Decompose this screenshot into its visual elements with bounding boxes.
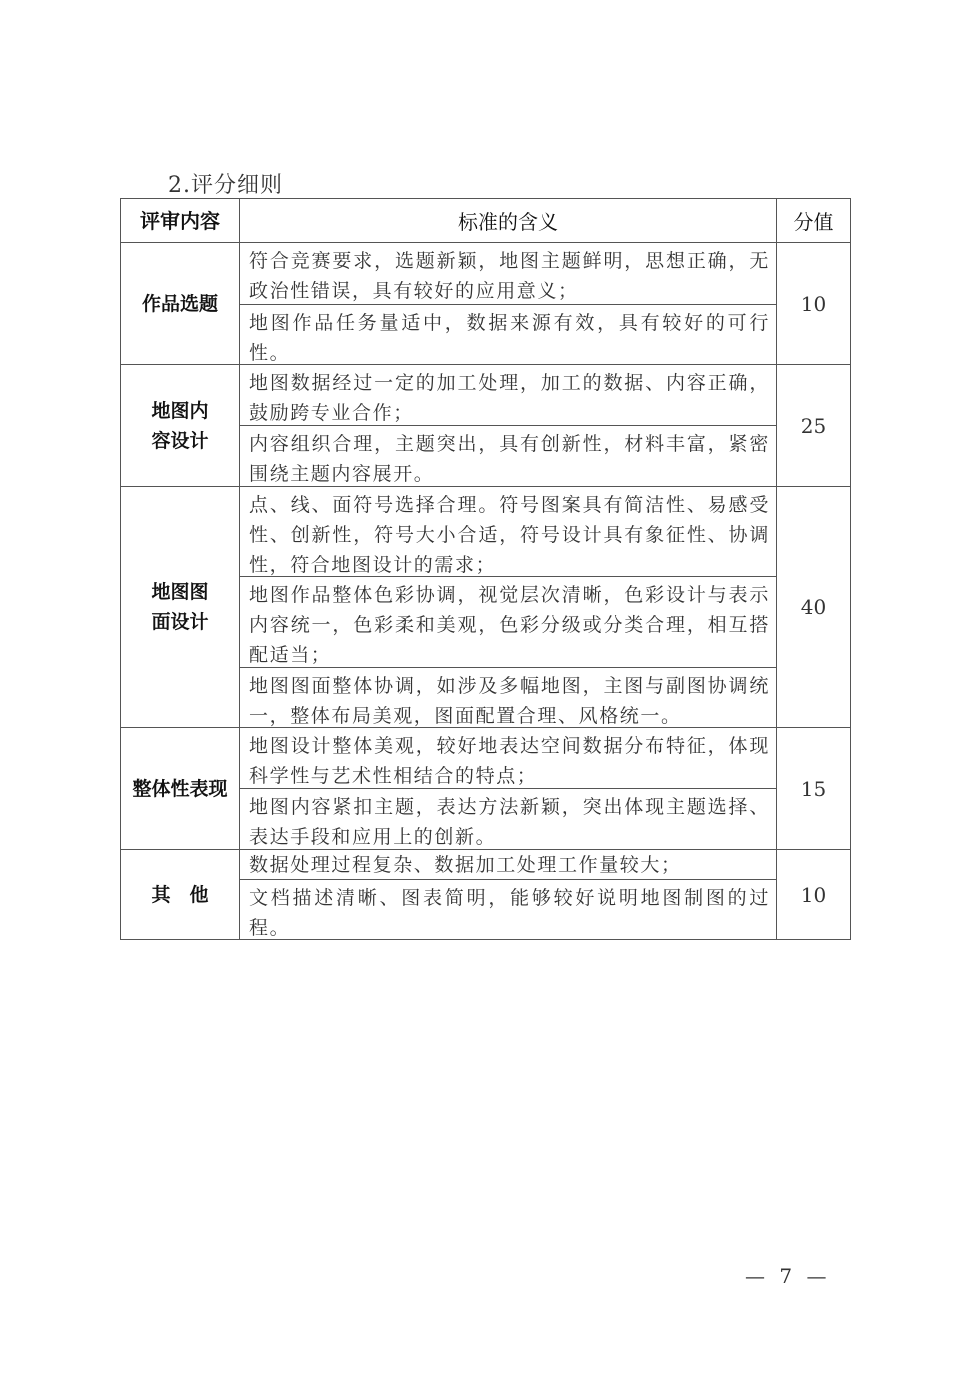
criteria-cell	[240, 728, 777, 849]
table-row	[121, 242, 850, 364]
category-cell: 作品选题	[121, 243, 240, 364]
criterion: 数据处理过程复杂、数据加工处理工作量较大；	[249, 854, 682, 876]
table-row	[121, 364, 850, 486]
category-cell: 整体性表现	[121, 728, 240, 849]
score-cell: 25	[800, 413, 827, 438]
score-cell: 40	[800, 595, 827, 619]
criteria-cell	[240, 487, 777, 727]
criterion: 地图设计整体美观，较好地表达空间数据分布特征，体现科学性与艺术性相结合的特点；	[249, 735, 770, 787]
criterion: 文档描述清晰、图表简明，能够较好说明地图制图的过程。	[240, 879, 776, 940]
criterion: 符合竞赛要求，选题新颖，地图主题鲜明，思想正确，无政治性错误，具有较好的应用意义；	[249, 250, 770, 302]
criterion: 点、线、面符号选择合理。符号图案具有简洁性、易感受性、创新性，符号大小合适，符号设计具有象征性、协调性，符合地图设计的需求；	[249, 494, 770, 576]
table-row	[121, 849, 850, 939]
table-row	[121, 486, 850, 727]
criterion: 地图作品整体色彩协调，视觉层次清晰，色彩设计与表示内容统一，色彩柔和美观，色彩分级或分类合理，相互搭配适当；	[240, 576, 776, 667]
criterion: 地图数据经过一定的加工处理，加工的数据、内容正确，鼓励跨专业合作；	[249, 372, 770, 424]
table-row	[121, 727, 850, 849]
header-meaning: 标准的含义	[240, 199, 777, 242]
header-score: 分值	[793, 210, 834, 234]
table-header-row	[121, 199, 850, 242]
criterion: 地图内容紧扣主题，表达方法新颖，突出体现主题选择、表达手段和应用上的创新。	[240, 788, 776, 850]
criterion: 内容组织合理，主题突出，具有创新性，材料丰富，紧密围绕主题内容展开。	[240, 425, 776, 487]
category-cell: 地图内容设计	[121, 365, 240, 486]
criteria-cell	[240, 365, 777, 486]
category-cell: 地图图面设计	[121, 487, 240, 727]
section-title: 2.评分细则	[168, 173, 283, 198]
scoring-table	[120, 198, 851, 940]
criterion: 地图作品任务量适中，数据来源有效，具有较好的可行性。	[240, 304, 776, 365]
criterion: 地图图面整体协调，如涉及多幅地图，主图与副图协调统一，整体布局美观，图面配置合理、风格统一。	[240, 667, 776, 728]
page-number: — 7 —	[745, 1264, 831, 1288]
category-cell: 其 他	[121, 850, 240, 939]
score-cell: 10	[800, 291, 827, 316]
score-cell: 15	[800, 776, 827, 801]
score-cell: 10	[800, 882, 827, 907]
header-content: 评审内容	[121, 199, 240, 242]
criteria-cell	[240, 243, 777, 364]
criteria-cell	[240, 850, 777, 939]
